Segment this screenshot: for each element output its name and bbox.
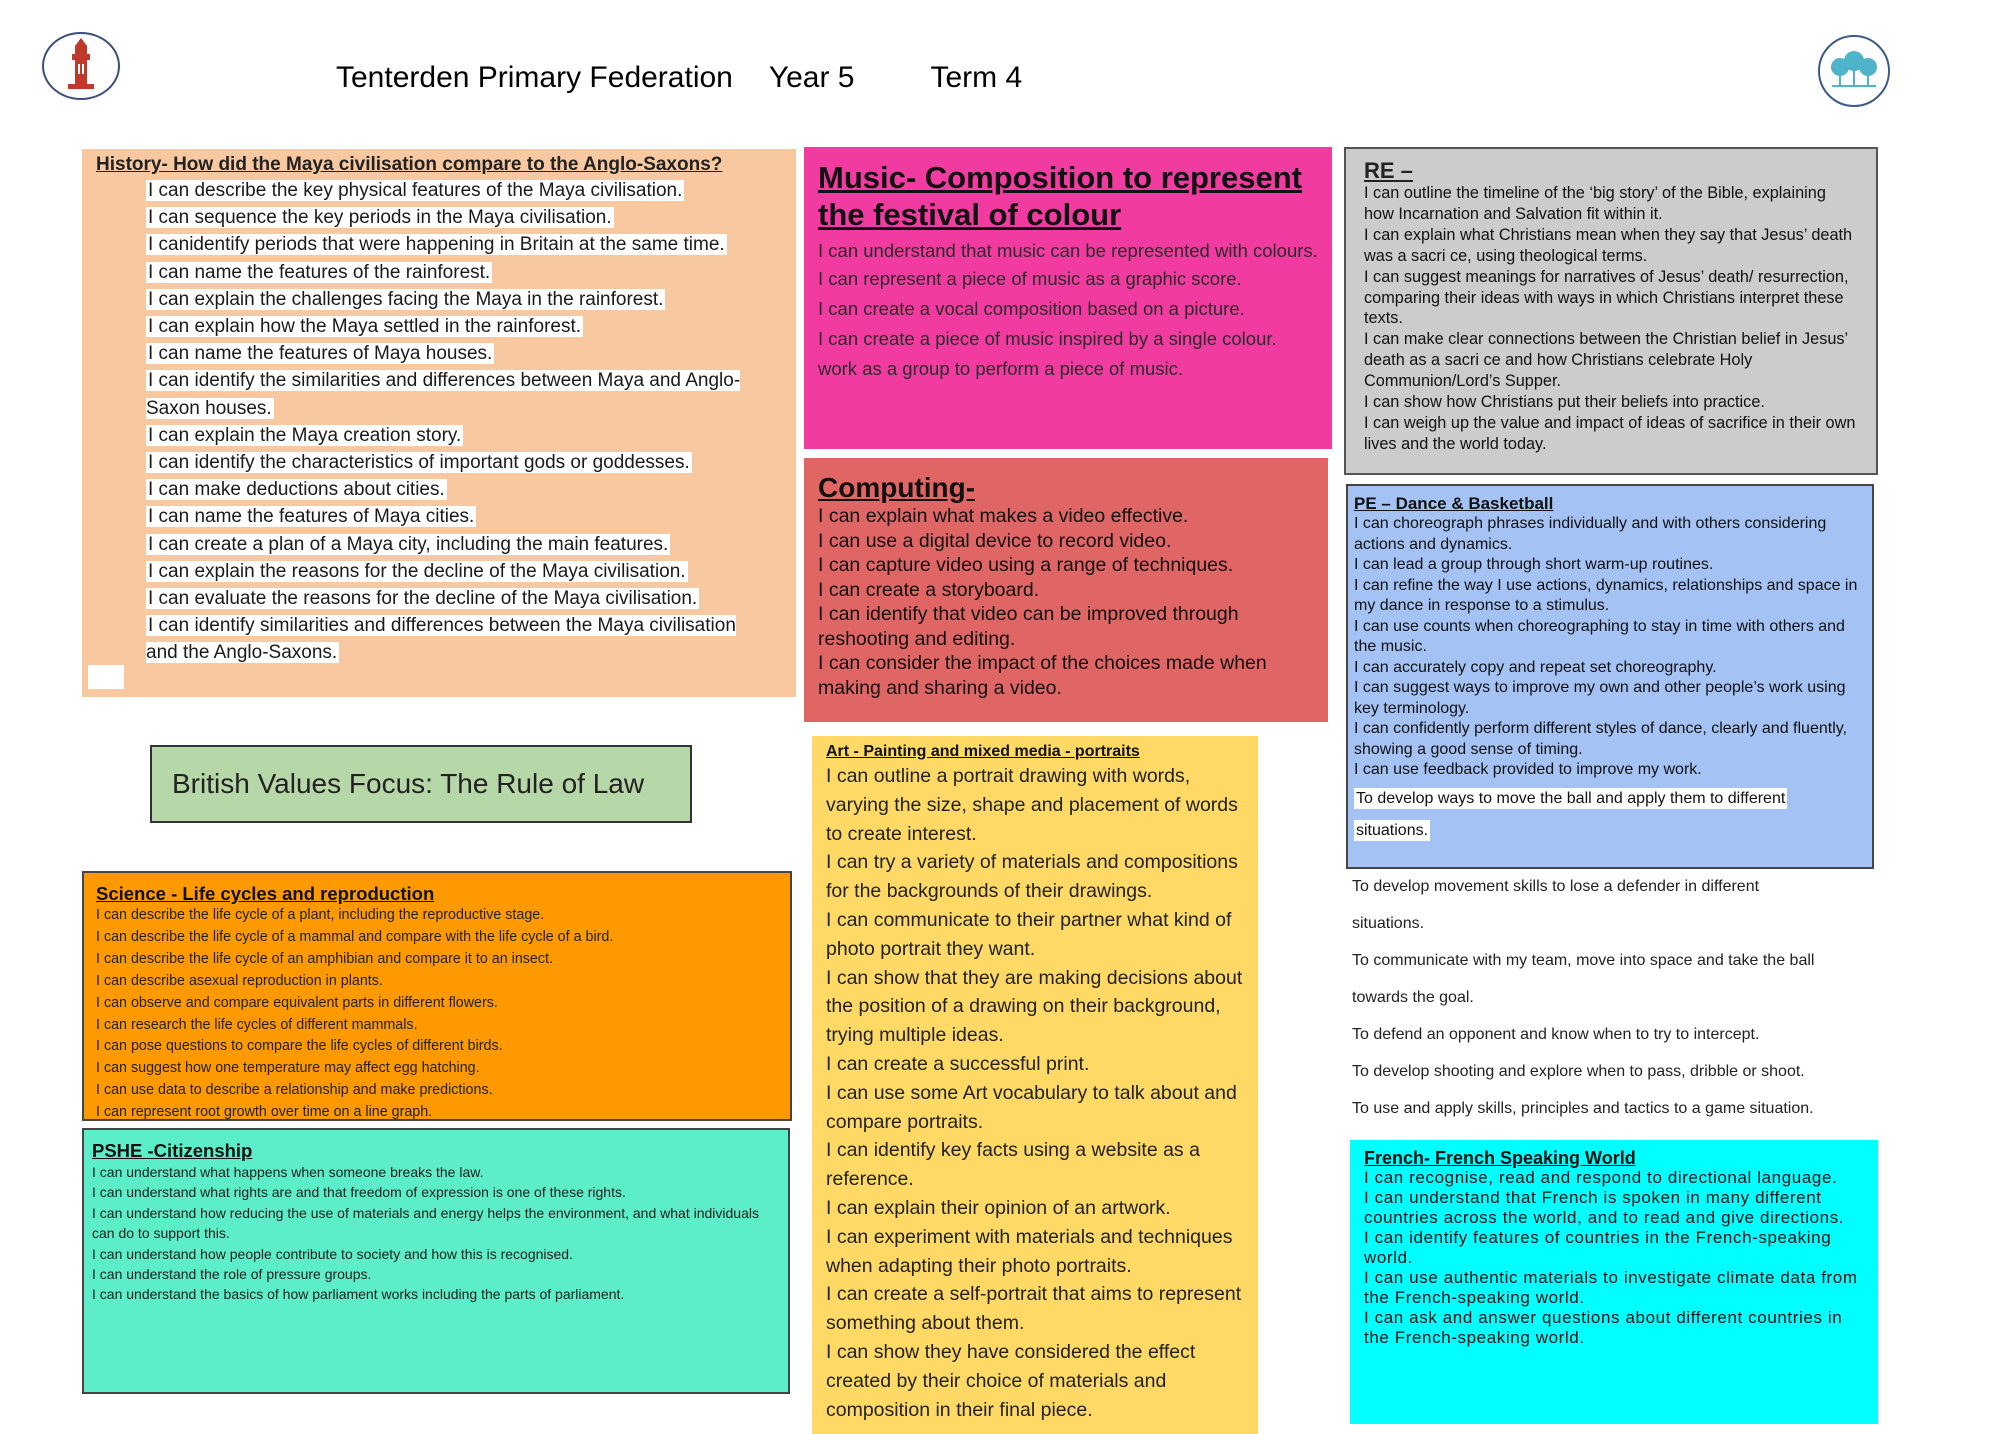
pshe-title: PSHE -Citizenship bbox=[92, 1140, 253, 1161]
list-item: I can suggest meanings for narratives of Jesus’ death/ resurrection, comparing their ideas with ways in which Christians interpret these texts. bbox=[1364, 267, 1849, 328]
list-item: I can lead a group through short warm-up routines. bbox=[1354, 556, 1714, 573]
list-item: I can explain what Christians mean when they say that Jesus’ death was a sacri ce, using theological terms. bbox=[1364, 225, 1853, 265]
british-values-banner: British Values Focus: The Rule of Law bbox=[150, 745, 692, 823]
list-item: I can understand that music can be represented with colours. bbox=[818, 240, 1318, 261]
list-item: I can create a plan of a Maya city, including the main features. bbox=[148, 533, 669, 555]
list-item: I can identify the characteristics of important gods or goddesses. bbox=[148, 452, 690, 474]
list-item: situations. bbox=[1352, 915, 1425, 932]
list-item: I can consider the impact of the choices made when making and sharing a video. bbox=[818, 652, 1267, 699]
list-item: I can name the features of Maya houses. bbox=[148, 343, 493, 365]
list-item: I can explain what makes a video effective. bbox=[818, 505, 1189, 527]
list-item: I can ask and answer questions about different countries in the French-speaking world. bbox=[1364, 1308, 1843, 1347]
list-item: I can experiment with materials and techniques when adapting their photo portraits. bbox=[826, 1225, 1233, 1277]
list-item: To develop shooting and explore when to pass, dribble or shoot. bbox=[1352, 1063, 1805, 1080]
list-item: I can accurately copy and repeat set choreography. bbox=[1354, 658, 1717, 676]
list-item: I can show how Christians put their beliefs into practice. bbox=[1364, 393, 1765, 412]
list-item: I can confidently perform different styles of dance, clearly and fluently, showing a good sense of timing. bbox=[1354, 720, 1847, 758]
list-item: I can explain the challenges facing the Maya in the rainforest. bbox=[148, 288, 664, 310]
federation-trees-logo bbox=[1818, 35, 1890, 107]
list-item: I can weigh up the value and impact of ideas of sacrifice in their own lives and the world today. bbox=[1364, 413, 1856, 453]
highlighted-line: To develop ways to move the ball and apply them to different bbox=[1356, 789, 1786, 807]
list-item: I can show that they are making decisions about the position of a drawing on their background, trying multiple ideas. bbox=[826, 966, 1243, 1047]
music-title: Music- Composition to represent the festival of colour bbox=[818, 160, 1302, 232]
list-item: I can explain how the Maya settled in the rainforest. bbox=[148, 316, 582, 338]
list-item: To use and apply skills, principles and tactics to a game situation. bbox=[1352, 1100, 1814, 1117]
list-item: I can identify features of countries in the French-speaking world. bbox=[1364, 1228, 1832, 1267]
science-title: Science - Life cycles and reproduction bbox=[96, 883, 435, 904]
pe-title: PE – Dance & Basketball bbox=[1354, 494, 1554, 513]
list-item: I can identify that video can be improved through reshooting and editing. bbox=[818, 603, 1239, 650]
list-item: I can suggest how one temperature may affect egg hatching. bbox=[96, 1060, 480, 1077]
list-item: I can describe the life cycle of a plant, including the reproductive stage. bbox=[96, 907, 545, 923]
list-item: I canidentify periods that were happening in Britain at the same time. bbox=[148, 234, 725, 256]
list-item: I can explain the Maya creation story. bbox=[148, 424, 462, 446]
list-item: I can identify key facts using a website as a reference. bbox=[826, 1139, 1200, 1191]
highlighted-line: situations. bbox=[1356, 821, 1429, 839]
list-item: I can use a digital device to record video. bbox=[818, 529, 1172, 552]
list-item: I can describe the key physical features of the Maya civilisation. bbox=[148, 180, 683, 201]
list-item: I can communicate to their partner what kind of photo portrait they want. bbox=[826, 908, 1232, 960]
art-title: Art - Painting and mixed media - portraits bbox=[826, 743, 1140, 760]
art-panel bbox=[812, 736, 1258, 1434]
list-item: I can identify similarities and differences between the Maya civilisation and the Anglo-Saxons. bbox=[146, 615, 736, 664]
list-item: I can understand how reducing the use of materials and energy helps the environment, and what individuals can do to support this. bbox=[92, 1204, 759, 1242]
list-item: I can identify the similarities and differences between Maya and Anglo-Saxon houses. bbox=[146, 370, 741, 419]
list-item: I can explain the reasons for the decline of the Maya civilisation. bbox=[148, 560, 686, 582]
list-item: I can understand the role of pressure groups. bbox=[92, 1266, 372, 1283]
music-panel bbox=[804, 147, 1332, 449]
list-item: I can describe asexual reproduction in plants. bbox=[96, 972, 383, 989]
list-item: To communicate with my team, move into space and take the ball bbox=[1352, 952, 1815, 969]
pshe-panel bbox=[82, 1128, 790, 1394]
list-item: I can outline the timeline of the ‘big story’ of the Bible, explaining how Incarnation and Salvation fit within it. bbox=[1364, 184, 1826, 223]
list-item: I can refine the way I use actions, dynamics, relationships and space in my dance in response to a stimulus. bbox=[1354, 576, 1858, 614]
list-item: I can represent root growth over time on a line graph. bbox=[96, 1104, 433, 1121]
list-item: I can name the features of the rainforest. bbox=[148, 261, 491, 283]
list-item: I can outline a portrait drawing with words, varying the size, shape and placement of words to create interest. bbox=[826, 765, 1238, 845]
computing-title: Computing- bbox=[818, 472, 976, 503]
list-item: I can pose questions to compare the life cycles of different birds. bbox=[96, 1038, 503, 1055]
list-item: I can use authentic materials to investigate climate data from the French-speaking world. bbox=[1364, 1268, 1858, 1307]
pe-panel bbox=[1346, 484, 1874, 869]
list-item: I can use feedback provided to improve my work. bbox=[1354, 761, 1702, 778]
re-title: RE – bbox=[1364, 158, 1413, 183]
french-title: French- French Speaking World bbox=[1364, 1148, 1636, 1168]
list-item: I can show they have considered the effect created by their choice of materials and composition in their final piece. bbox=[826, 1340, 1196, 1421]
history-panel bbox=[82, 149, 796, 697]
list-item: I can use counts when choreographing to stay in time with others and the music. bbox=[1354, 617, 1845, 655]
list-item: I can recognise, read and respond to directional language. bbox=[1364, 1168, 1838, 1187]
list-item: I can use data to describe a relationship and make predictions. bbox=[96, 1082, 493, 1099]
list-item: I can represent a piece of music as a graphic score. bbox=[818, 268, 1242, 289]
re-panel bbox=[1344, 147, 1878, 475]
list-item: To defend an opponent and know when to try to intercept. bbox=[1352, 1026, 1760, 1043]
list-item: I can make clear connections between the Christian belief in Jesus’ death as a sacri ce and how Christians celebrate Holy Communion/Lord’s Supper. bbox=[1364, 330, 1848, 391]
year-label: Year 5 bbox=[768, 61, 855, 94]
list-item: I can sequence the key periods in the Maya civilisation. bbox=[148, 207, 612, 229]
french-panel bbox=[1350, 1140, 1878, 1424]
history-list bbox=[96, 177, 782, 667]
list-item: I can create a storyboard. bbox=[818, 578, 1040, 601]
list-item: I can describe the life cycle of a mammal and compare with the life cycle of a bird. bbox=[96, 928, 614, 945]
list-item: I can describe the life cycle of an amphibian and compare it to an insect. bbox=[96, 950, 553, 967]
list-item: I can create a successful print. bbox=[826, 1052, 1090, 1075]
computing-panel bbox=[804, 458, 1328, 722]
list-item: work as a group to perform a piece of music. bbox=[818, 358, 1184, 379]
blank-highlight bbox=[88, 665, 124, 689]
history-title: History- How did the Maya civilisation compare to the Anglo-Saxons? bbox=[96, 154, 723, 175]
science-panel bbox=[82, 871, 792, 1121]
list-item: I can make deductions about cities. bbox=[148, 479, 445, 501]
list-item: I can choreograph phrases individually and with others considering actions and dynamics. bbox=[1354, 515, 1827, 553]
list-item: I can create a self-portrait that aims to represent something about them. bbox=[826, 1283, 1242, 1335]
list-item: I can evaluate the reasons for the decline of the Maya civilisation. bbox=[148, 588, 698, 610]
list-item: I can create a piece of music inspired by a single colour. bbox=[818, 328, 1277, 349]
list-item: I can capture video using a range of techniques. bbox=[818, 554, 1234, 576]
list-item: I can understand what rights are and that freedom of expression is one of these rights. bbox=[92, 1184, 626, 1201]
list-item: I can explain their opinion of an artwork. bbox=[826, 1196, 1171, 1219]
school-name: Tenterden Primary Federation bbox=[336, 61, 733, 94]
term-label: Term 4 bbox=[930, 61, 1023, 94]
list-item: I can understand that French is spoken in many different countries across the world, and to read and give directions. bbox=[1364, 1188, 1845, 1227]
list-item: towards the goal. bbox=[1352, 989, 1474, 1006]
list-item: I can name the features of Maya cities. bbox=[148, 506, 475, 528]
list-item: I can understand the basics of how parliament works including the parts of parliament. bbox=[92, 1286, 625, 1303]
list-item: I can use some Art vocabulary to talk about and compare portraits. bbox=[826, 1081, 1237, 1133]
school-crest-logo bbox=[42, 32, 120, 100]
list-item: I can understand what happens when someone breaks the law. bbox=[92, 1164, 484, 1180]
list-item: I can create a vocal composition based on a picture. bbox=[818, 298, 1245, 319]
list-item: I can try a variety of materials and compositions for the backgrounds of their drawings. bbox=[826, 851, 1238, 903]
church-crest-icon bbox=[44, 34, 118, 98]
list-item: I can suggest ways to improve my own and other people’s work using key terminology. bbox=[1354, 679, 1846, 717]
trees-logo-icon bbox=[1820, 37, 1888, 105]
page-header bbox=[336, 58, 1022, 98]
list-item: To develop movement skills to lose a defender in different bbox=[1352, 878, 1760, 895]
list-item: I can understand how people contribute to society and how this is recognised. bbox=[92, 1245, 573, 1262]
list-item: I can research the life cycles of different mammals. bbox=[96, 1016, 418, 1033]
list-item: I can observe and compare equivalent parts in different flowers. bbox=[96, 994, 498, 1011]
pe-basketball-list bbox=[1352, 868, 1872, 1127]
